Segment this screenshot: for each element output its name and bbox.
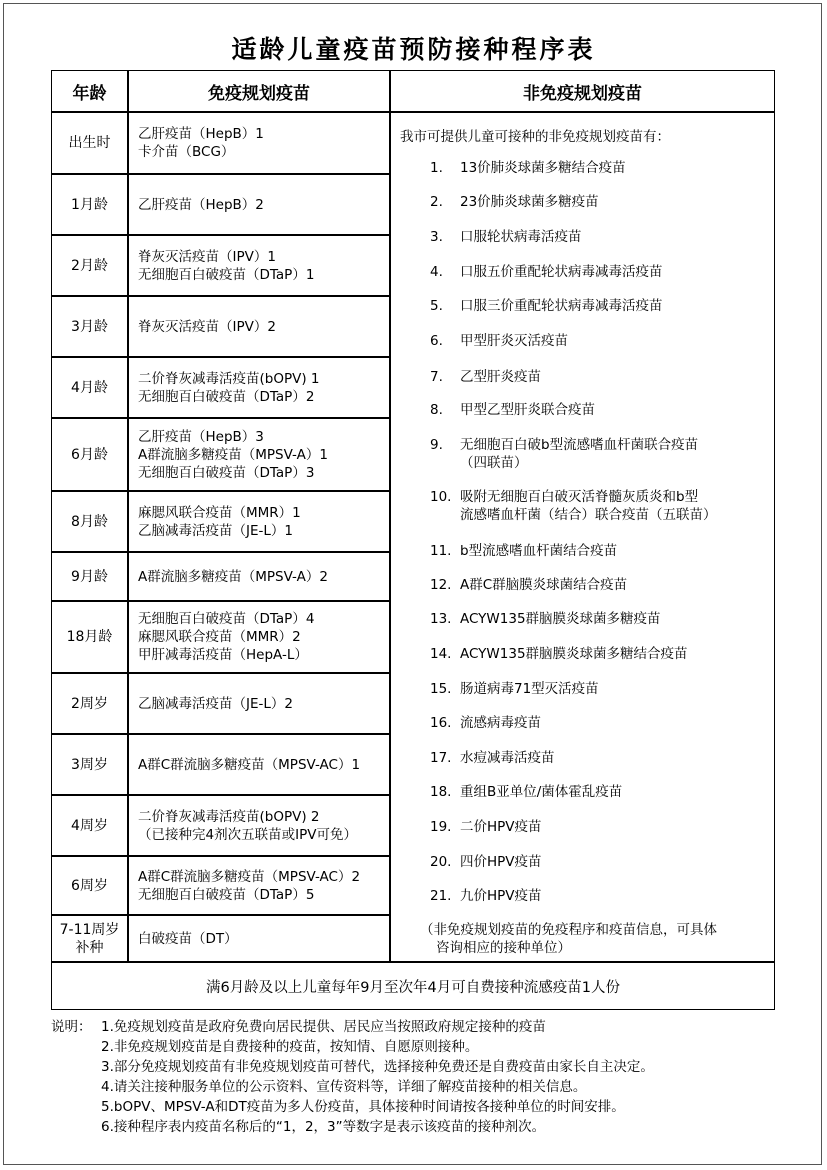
nonplan-column [390, 113, 774, 961]
vaccine-entry: 乙肝疫苗（HepB）2 [138, 196, 264, 213]
item-number: 9. [430, 437, 443, 453]
item-text: ACYW135群脑膜炎球菌多糖结合疫苗 [460, 646, 688, 662]
item-text: 流感病毒疫苗 [460, 715, 541, 731]
item-number: 3. [430, 229, 443, 245]
list-item [430, 228, 750, 246]
item-number: 17. [430, 750, 452, 766]
item-text [460, 488, 760, 524]
age-cell: 1月龄 [71, 196, 108, 213]
vaccine-entry: 脊灰灭活疫苗（IPV）2 [138, 318, 276, 335]
vaccine-entry: 乙肝疫苗（HepB）3 [138, 428, 264, 445]
age-cell: 8月龄 [71, 513, 108, 530]
vaccine-entry: 二价脊灰减毒活疫苗(bOPV) 2 [138, 808, 320, 825]
schedule-table [51, 70, 775, 1010]
table-row [52, 735, 390, 794]
item-text: 23价肺炎球菌多糖疫苗 [460, 194, 599, 210]
item-number: 12. [430, 577, 452, 593]
list-item [430, 297, 750, 315]
list-item [430, 263, 750, 281]
list-item [430, 610, 750, 628]
list-item [430, 680, 750, 698]
list-item [430, 783, 750, 801]
list-item [430, 488, 750, 523]
header-plan-vaccines: 免疫规划疫苗 [208, 83, 310, 104]
explanation-label: 说明： [51, 1019, 92, 1035]
vaccine-cell [138, 735, 388, 794]
vaccine-entry: A群C群流脑多糖疫苗（MPSV-AC）2 [138, 868, 361, 885]
vaccine-entry: A群C群流脑多糖疫苗（MPSV-AC）1 [138, 756, 361, 773]
item-number: 14. [430, 646, 452, 662]
age-cell: 3周岁 [71, 756, 108, 773]
nonplan-intro: 我市可提供儿童可接种的非免疫规划疫苗有： [400, 129, 670, 145]
item-number: 4. [430, 264, 443, 280]
explanation-line: 6.接种程序表内疫苗名称后的“1，2，3”等数字是表示该疫苗的接种剂次。 [101, 1119, 546, 1135]
item-text: A群C群脑膜炎球菌结合疫苗 [460, 577, 628, 593]
vaccine-cell [138, 553, 388, 600]
age-cell: 18月龄 [66, 629, 113, 645]
table-row [52, 175, 390, 234]
item-text: b型流感嗜血杆菌结合疫苗 [460, 543, 618, 559]
list-item [430, 159, 750, 177]
age-cell: 4周岁 [71, 817, 108, 834]
table-row [52, 113, 390, 173]
item-number: 16. [430, 715, 452, 731]
vaccine-cell [138, 297, 388, 356]
vaccine-cell [138, 602, 388, 672]
vaccine-entry: A群流脑多糖疫苗（MPSV-A）1 [138, 446, 328, 463]
vaccine-entry: 无细胞百白破疫苗（DTaP）2 [138, 388, 315, 405]
age-cell: 9月龄 [71, 568, 108, 585]
vaccine-cell [138, 796, 388, 855]
table-row [52, 857, 390, 914]
item-text [460, 436, 760, 472]
age-cell [52, 916, 127, 961]
nonplan-note [420, 921, 770, 957]
explanation-line: 3.部分免疫规划疫苗有非免疫规划疫苗可替代，选择接种免费还是自费疫苗由家长自主决定。 [101, 1059, 654, 1075]
item-number: 11. [430, 543, 452, 559]
vaccine-entry: 脊灰灭活疫苗（IPV）1 [138, 248, 276, 265]
age-cell: 2周岁 [71, 695, 108, 712]
explanation-line: 4.请关注接种服务单位的公示资料、宣传资料等，详细了解疫苗接种的相关信息。 [101, 1079, 587, 1095]
item-text: 13价肺炎球菌多糖结合疫苗 [460, 160, 626, 176]
vaccine-cell [138, 916, 388, 961]
list-item [430, 853, 750, 871]
vaccine-cell [138, 113, 388, 173]
vaccine-cell [138, 674, 388, 733]
item-text: 肠道病毒71型灭活疫苗 [460, 681, 599, 697]
item-text: 乙型肝炎疫苗 [460, 369, 541, 385]
age-cell: 6周岁 [71, 877, 108, 894]
vaccine-cell [138, 358, 388, 417]
vaccine-entry: 卡介苗（BCG） [138, 144, 235, 160]
vaccine-entry: 麻腮风联合疫苗（MMR）1 [138, 504, 301, 521]
item-text-line: 无细胞百白破b型流感嗜血杆菌联合疫苗 [460, 437, 699, 453]
header-nonplan-vaccines: 非免疫规划疫苗 [523, 83, 642, 104]
list-item [430, 401, 750, 419]
list-item [430, 714, 750, 732]
vaccine-entry: 无细胞百白破疫苗（DTaP）1 [138, 266, 315, 283]
table-row [52, 358, 390, 417]
item-text: 重组B亚单位/菌体霍乱疫苗 [460, 784, 623, 800]
item-number: 2. [430, 194, 443, 210]
vaccine-entry: 二价脊灰减毒活疫苗(bOPV) 1 [138, 370, 320, 387]
item-number: 8. [430, 402, 443, 418]
list-item [430, 193, 750, 211]
age-cell: 3月龄 [71, 318, 108, 335]
list-item [430, 645, 750, 663]
item-number: 15. [430, 681, 452, 697]
vaccine-entry: A群流脑多糖疫苗（MPSV-A）2 [138, 568, 328, 585]
item-number: 13. [430, 611, 452, 627]
item-number: 19. [430, 819, 452, 835]
item-text: 九价HPV疫苗 [460, 888, 542, 904]
vaccine-entry: 甲肝减毒活疫苗（HepA-L） [138, 647, 308, 663]
footer-note: 满6月龄及以上儿童每年9月至次年4月可自费接种流感疫苗1人份 [206, 979, 620, 996]
vaccine-entry: 无细胞百白破疫苗（DTaP）3 [138, 464, 315, 481]
vaccine-cell [138, 857, 388, 914]
item-number: 5. [430, 298, 443, 314]
list-item [430, 576, 750, 594]
note-line: 咨询相应的接种单位） [436, 940, 571, 956]
table-row [52, 602, 390, 672]
age-cell: 4月龄 [71, 379, 108, 396]
table-row [52, 236, 390, 295]
vaccine-entry: 无细胞百白破疫苗（DTaP）5 [138, 886, 315, 903]
age-label-line: 7-11周岁 [59, 921, 120, 938]
vaccine-entry: 乙肝疫苗（HepB）1 [138, 126, 264, 142]
table-row [52, 419, 390, 490]
explanation-line: 2.非免疫规划疫苗是自费接种的疫苗，按知情、自愿原则接种。 [101, 1039, 479, 1055]
vaccine-entry: 乙脑减毒活疫苗（JE-L）1 [138, 522, 293, 539]
table-row [52, 916, 390, 961]
header-age: 年龄 [72, 83, 107, 104]
table-row [52, 796, 390, 855]
list-item [430, 818, 750, 836]
table-row [52, 553, 390, 600]
item-text: 水痘减毒活疫苗 [460, 750, 555, 766]
list-item [430, 542, 750, 560]
vaccine-cell [138, 492, 388, 551]
vaccine-cell [138, 236, 388, 295]
item-text: 二价HPV疫苗 [460, 819, 542, 835]
explanation-line: 1.免疫规划疫苗是政府免费向居民提供、居民应当按照政府规定接种的疫苗 [101, 1019, 546, 1035]
item-number: 1. [430, 160, 443, 176]
list-item [430, 332, 750, 350]
table-row [52, 297, 390, 356]
explanation-line: 5.bOPV、MPSV-A和DT疫苗为多人份疫苗，具体接种时间请按各接种单位的时间安排。 [101, 1099, 625, 1115]
list-item [430, 368, 750, 386]
list-item [430, 436, 750, 471]
item-text: 四价HPV疫苗 [460, 854, 542, 870]
item-number: 10. [430, 489, 452, 505]
age-cell: 2月龄 [71, 257, 108, 274]
page-title: 适龄儿童疫苗预防接种程序表 [231, 35, 596, 64]
item-text-line: 吸附无细胞百白破灭活脊髓灰质炎和b型 [460, 489, 699, 505]
vaccine-entry: 麻腮风联合疫苗（MMR）2 [138, 629, 301, 645]
vaccine-entry: 无细胞百白破疫苗（DTaP）4 [138, 611, 315, 627]
item-text: 口服五价重配轮状病毒减毒活疫苗 [460, 264, 663, 280]
item-text: 口服轮状病毒活疫苗 [460, 229, 582, 245]
list-item [430, 887, 750, 905]
vaccine-cell [138, 419, 388, 490]
table-row [52, 674, 390, 733]
vaccine-entry: 乙脑减毒活疫苗（JE-L）2 [138, 695, 293, 712]
item-text: 甲型肝炎灭活疫苗 [460, 333, 568, 349]
item-text-line: （四联苗） [460, 455, 528, 471]
age-cell: 出生时 [68, 135, 111, 151]
item-number: 7. [430, 369, 443, 385]
item-number: 6. [430, 333, 443, 349]
item-number: 20. [430, 854, 452, 870]
item-text: 口服三价重配轮状病毒减毒活疫苗 [460, 298, 663, 314]
age-cell: 6月龄 [71, 446, 108, 463]
item-text: 甲型乙型肝炎联合疫苗 [460, 402, 595, 418]
list-item [430, 749, 750, 767]
vaccine-entry: 白破疫苗（DT） [138, 930, 238, 947]
item-number: 21. [430, 888, 452, 904]
note-line: （非免疫规划疫苗的免疫程序和疫苗信息，可具体 [420, 922, 717, 938]
vaccine-cell [138, 175, 388, 234]
item-number: 18. [430, 784, 452, 800]
vaccine-entry: （已接种完4剂次五联苗或IPV可免） [138, 826, 357, 843]
item-text: ACYW135群脑膜炎球菌多糖疫苗 [460, 611, 661, 627]
item-text-line: 流感嗜血杆菌（结合）联合疫苗（五联苗） [460, 507, 717, 523]
age-label-line: 补种 [75, 939, 104, 956]
table-row [52, 492, 390, 551]
